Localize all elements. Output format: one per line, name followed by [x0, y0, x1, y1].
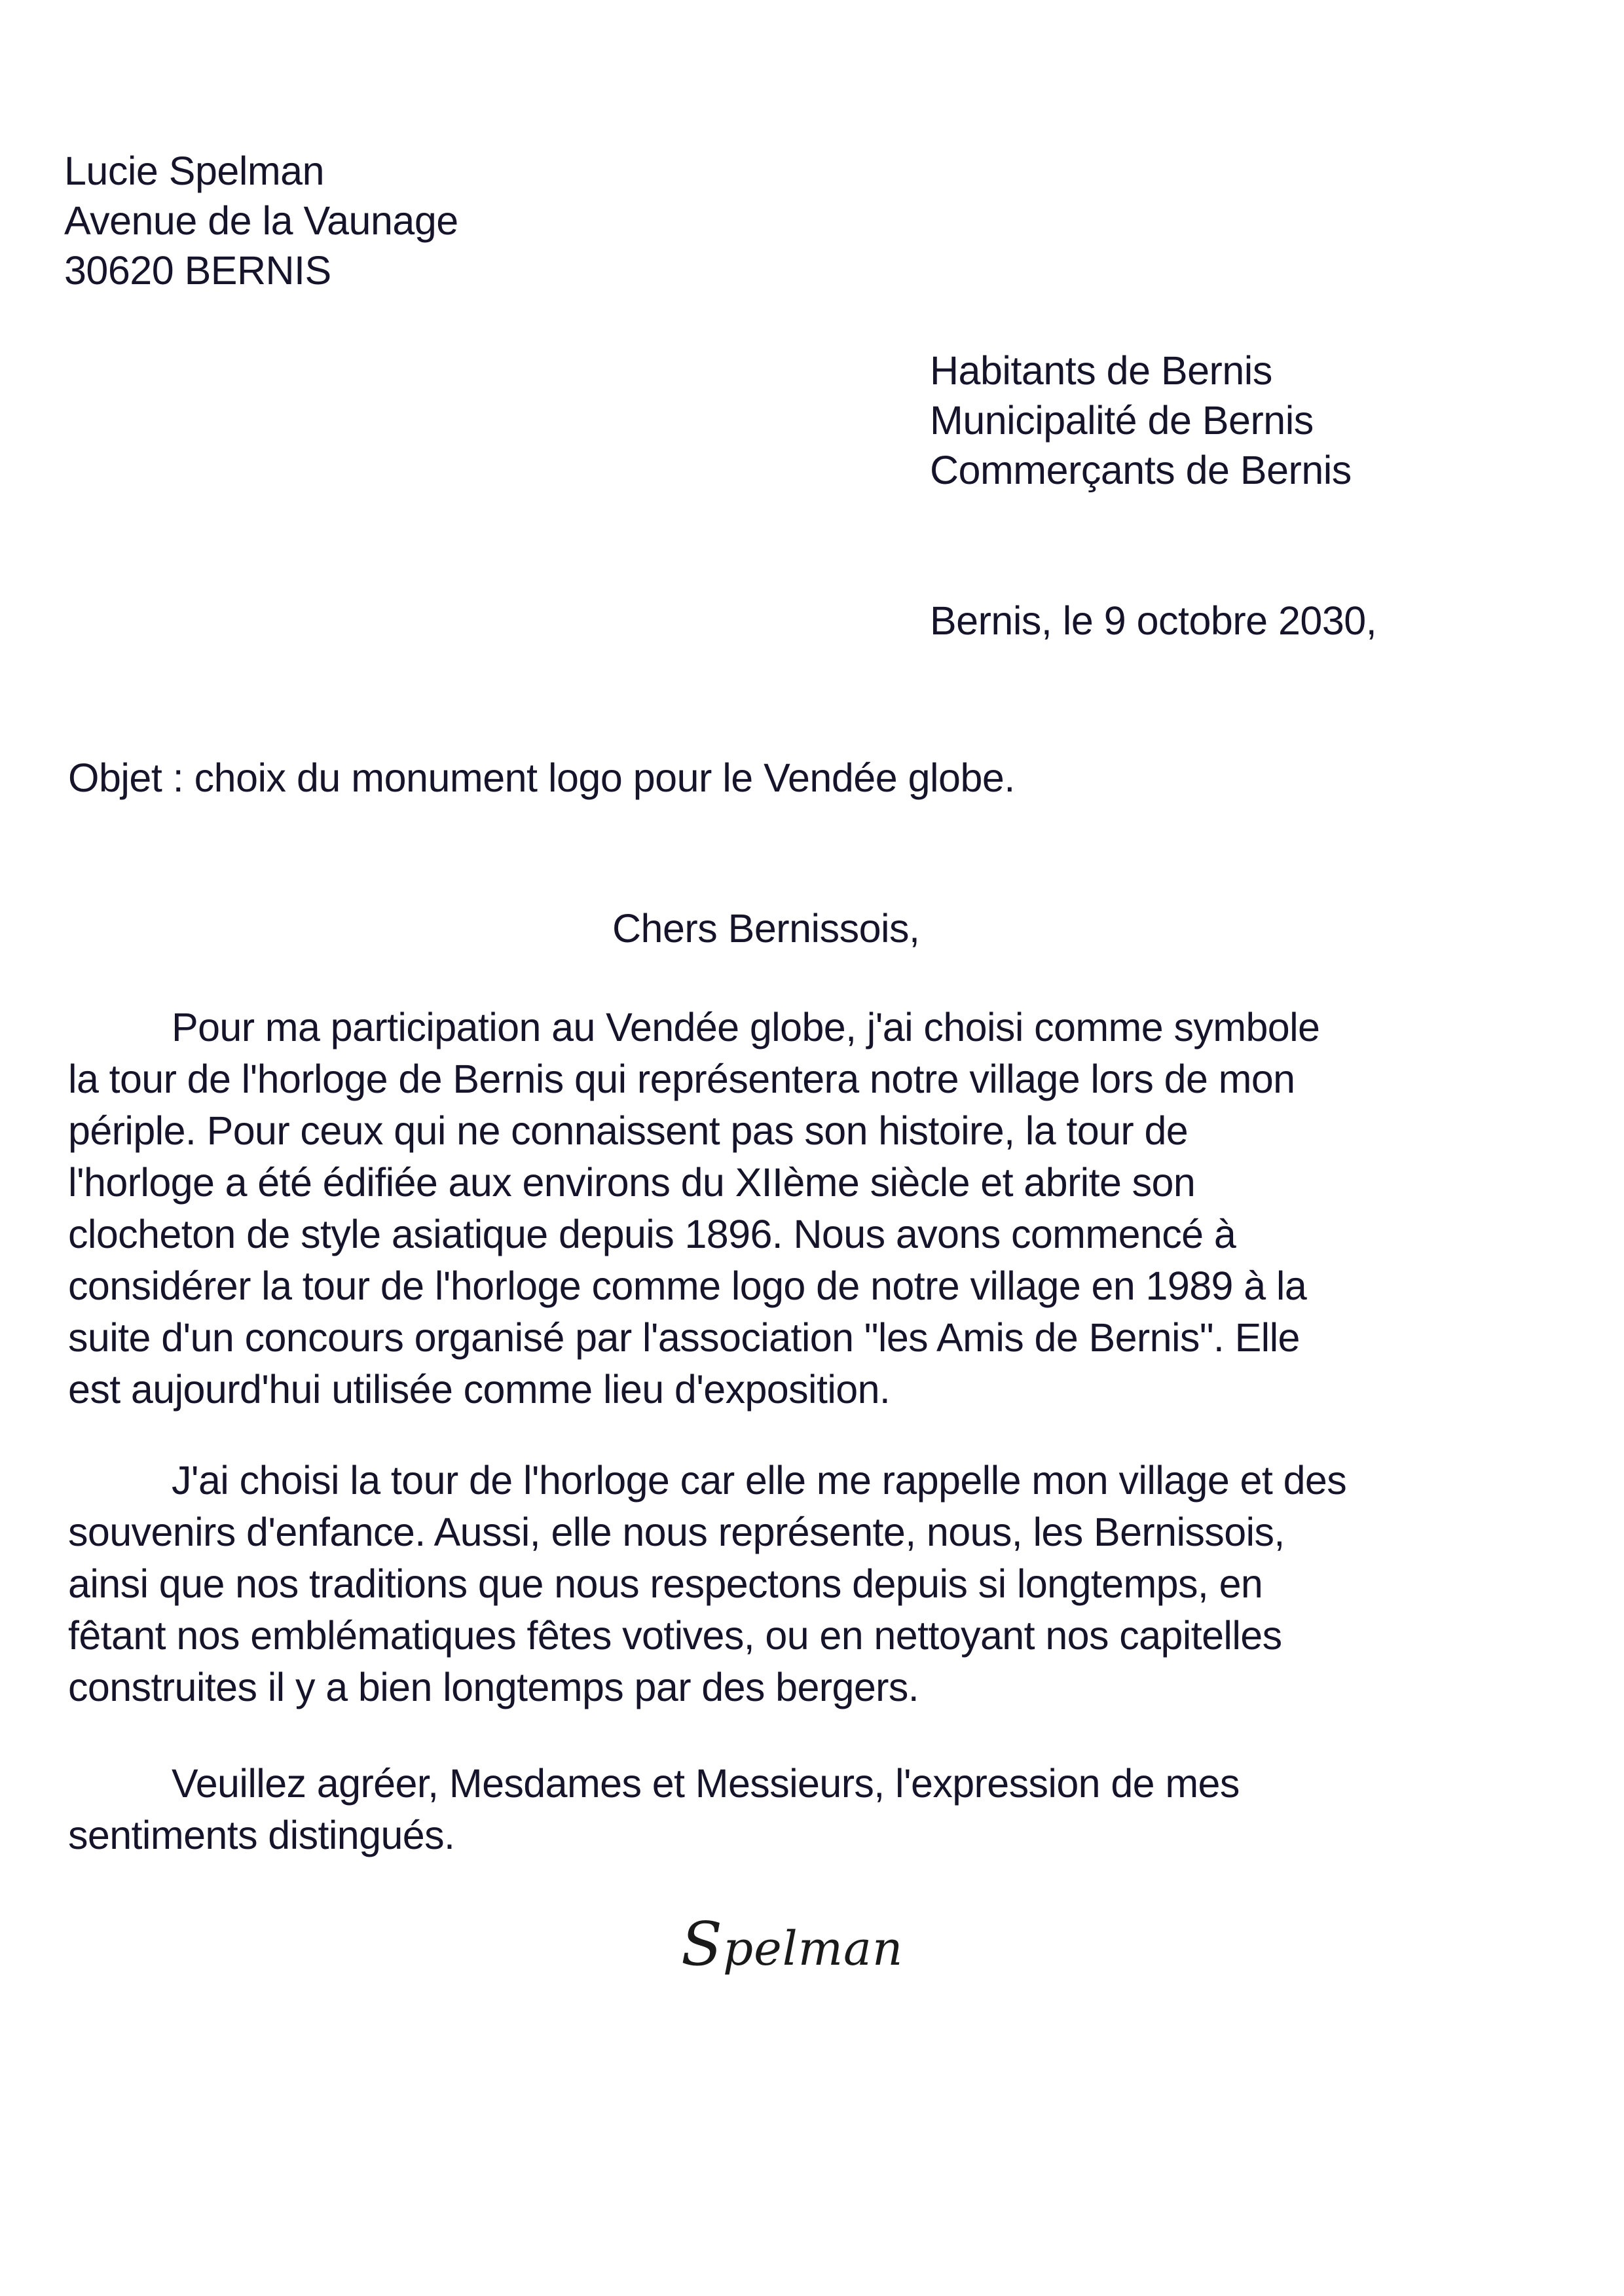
paragraph-line: est aujourd'hui utilisée comme lieu d'exposition.: [68, 1367, 891, 1412]
salutation: [612, 903, 920, 953]
subject-line: [68, 753, 1015, 803]
body-paragraph-1: [68, 1002, 1476, 1415]
recipient-line: Habitants de Bernis: [930, 348, 1272, 393]
paragraph-line: souvenirs d'enfance. Aussi, elle nous représente, nous, les Bernissois,: [68, 1510, 1285, 1554]
paragraph-line: considérer la tour de l'horloge comme logo de notre village en 1989 à la: [68, 1264, 1307, 1308]
sender-address: [64, 146, 458, 295]
salutation-text: Chers Bernissois,: [612, 906, 920, 951]
paragraph-line: Veuillez agréer, Mesdames et Messieurs, l'expression de mes: [172, 1761, 1240, 1806]
recipient-address: [930, 346, 1352, 495]
paragraph-line: ainsi que nos traditions que nous respectons depuis si longtemps, en: [68, 1561, 1263, 1606]
paragraph-line: fêtant nos emblématiques fêtes votives, ou en nettoyant nos capitelles: [68, 1613, 1282, 1658]
closing-paragraph: [68, 1758, 1476, 1861]
signature-rest: pelman: [723, 1921, 904, 1976]
sender-street: Avenue de la Vaunage: [64, 198, 458, 243]
paragraph-line: clocheton de style asiatique depuis 1896. Nous avons commencé à: [68, 1212, 1236, 1256]
paragraph-line: suite d'un concours organisé par l'association "les Amis de Bernis". Elle: [68, 1315, 1300, 1360]
recipient-line: Commerçants de Bernis: [930, 448, 1352, 492]
place-and-date: Bernis, le 9 octobre 2030,: [930, 598, 1377, 643]
paragraph-line: J'ai choisi la tour de l'horloge car elle me rappelle mon village et des: [172, 1458, 1347, 1503]
signature: [681, 1909, 904, 1981]
date-line: [930, 596, 1376, 646]
paragraph-line: la tour de l'horloge de Bernis qui représentera notre village lors de mon: [68, 1057, 1295, 1101]
paragraph-line: sentiments distingués.: [68, 1813, 455, 1857]
paragraph-line: Pour ma participation au Vendée globe, j'ai choisi comme symbole: [172, 1005, 1320, 1049]
paragraph-line: périple. Pour ceux qui ne connaissent pas son histoire, la tour de: [68, 1108, 1189, 1153]
paragraph-line: construites il y a bien longtemps par des bergers.: [68, 1665, 919, 1709]
paragraph-line: l'horloge a été édifiée aux environs du XIIème siècle et abrite son: [68, 1160, 1196, 1205]
signature-initial: S: [681, 1909, 724, 1979]
body-paragraph-2: [68, 1455, 1476, 1713]
recipient-line: Municipalité de Bernis: [930, 398, 1314, 443]
subject-text: Objet : choix du monument logo pour le Vendée globe.: [68, 756, 1015, 800]
sender-city: 30620 BERNIS: [64, 248, 331, 293]
sender-name: Lucie Spelman: [64, 149, 325, 193]
